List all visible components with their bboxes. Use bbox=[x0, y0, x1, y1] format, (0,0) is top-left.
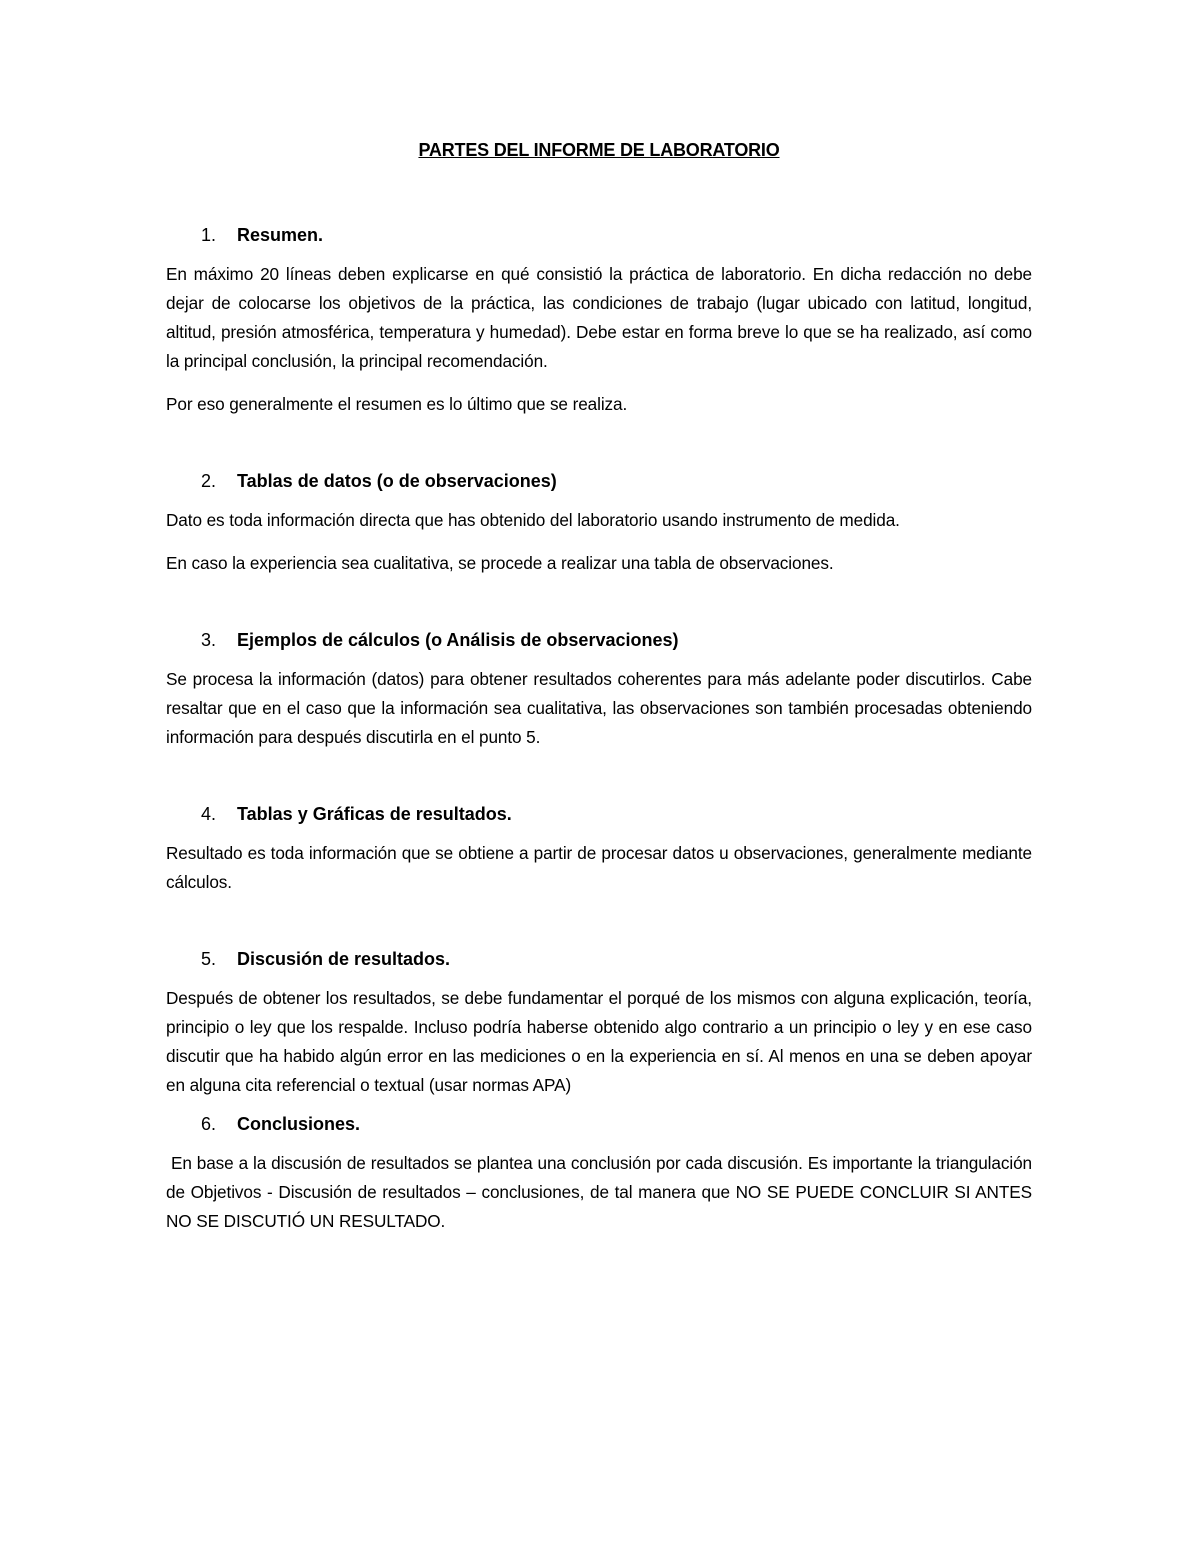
section-number: 1. bbox=[201, 225, 217, 245]
spacer bbox=[166, 592, 1032, 630]
section-heading bbox=[166, 804, 1032, 825]
section-number: 2. bbox=[201, 471, 217, 491]
paragraph: Dato es toda información directa que has obtenido del laboratorio usando instrumento de medida. bbox=[166, 510, 900, 530]
paragraph: Se procesa la información (datos) para obtener resultados coherentes para más adelante poder discutirlos. Cabe resaltar que en el caso que la información sea cualitativa, las observaciones son también procesadas obteniendo información para después discutirla en el punto 5. bbox=[166, 669, 1032, 747]
section-title: Tablas y Gráficas de resultados. bbox=[237, 804, 512, 824]
spacer bbox=[166, 911, 1032, 949]
section-heading bbox=[166, 949, 1032, 970]
paragraph: Resultado es toda información que se obtiene a partir de procesar datos u observaciones, generalmente mediante cálculos. bbox=[166, 843, 1032, 892]
section-number: 5. bbox=[201, 949, 217, 969]
section-heading bbox=[166, 225, 1032, 246]
section-number: 6. bbox=[201, 1114, 217, 1134]
section-discusion-de-resultados bbox=[166, 949, 1032, 1100]
section-title: Discusión de resultados. bbox=[237, 949, 451, 969]
section-ejemplos-de-calculos bbox=[166, 630, 1032, 752]
page-title: PARTES DEL INFORME DE LABORATORIO bbox=[418, 140, 780, 160]
spacer bbox=[166, 433, 1032, 471]
section-number: 4. bbox=[201, 804, 217, 824]
paragraph: Después de obtener los resultados, se debe fundamentar el porqué de los mismos con alguna explicación, teoría, principio o ley que los respalde. Incluso podría haberse obtenido algo contrario a un principio o ley y en ese caso discutir que ha habido algún error en las mediciones o en la experiencia en sí. Al menos en una se deben apoyar en alguna cita referencial o textual (usar normas APA) bbox=[166, 988, 1032, 1095]
paragraph: Por eso generalmente el resumen es lo último que se realiza. bbox=[166, 394, 628, 414]
section-title: Resumen. bbox=[237, 225, 324, 245]
section-heading bbox=[166, 1114, 1032, 1135]
section-tablas-de-datos bbox=[166, 471, 1032, 578]
paragraph: En caso la experiencia sea cualitativa, se procede a realizar una tabla de observaciones. bbox=[166, 553, 834, 573]
section-title: Conclusiones. bbox=[237, 1114, 361, 1134]
section-tablas-y-graficas bbox=[166, 804, 1032, 897]
section-number: 3. bbox=[201, 630, 217, 650]
document-body bbox=[166, 140, 1037, 1250]
spacer bbox=[166, 766, 1032, 804]
paragraph: En máximo 20 líneas deben explicarse en qué consistió la práctica de laboratorio. En dicha redacción no debe dejar de colocarse los objetivos de la práctica, las condiciones de trabajo (lugar ubicado con latitud, longitud, altitud, presión atmosférica, temperatura y humedad). Debe estar en forma breve lo que se ha realizado, así como la principal conclusión, la principal recomendación. bbox=[166, 264, 1032, 371]
paragraph: En base a la discusión de resultados se plantea una conclusión por cada discusión. Es importante la triangulación de Objetivos - Discusión de resultados – conclusiones, de tal manera que NO SE PUEDE CONCLUIR SI ANTES NO SE DISCUTIÓ UN RESULTADO. bbox=[166, 1153, 1037, 1231]
section-heading bbox=[166, 471, 1032, 492]
section-conclusiones bbox=[166, 1114, 1037, 1236]
section-heading bbox=[166, 630, 1032, 651]
section-title: Tablas de datos (o de observaciones) bbox=[237, 471, 557, 491]
section-title: Ejemplos de cálculos (o Análisis de observaciones) bbox=[237, 630, 679, 650]
section-resumen bbox=[166, 225, 1032, 419]
